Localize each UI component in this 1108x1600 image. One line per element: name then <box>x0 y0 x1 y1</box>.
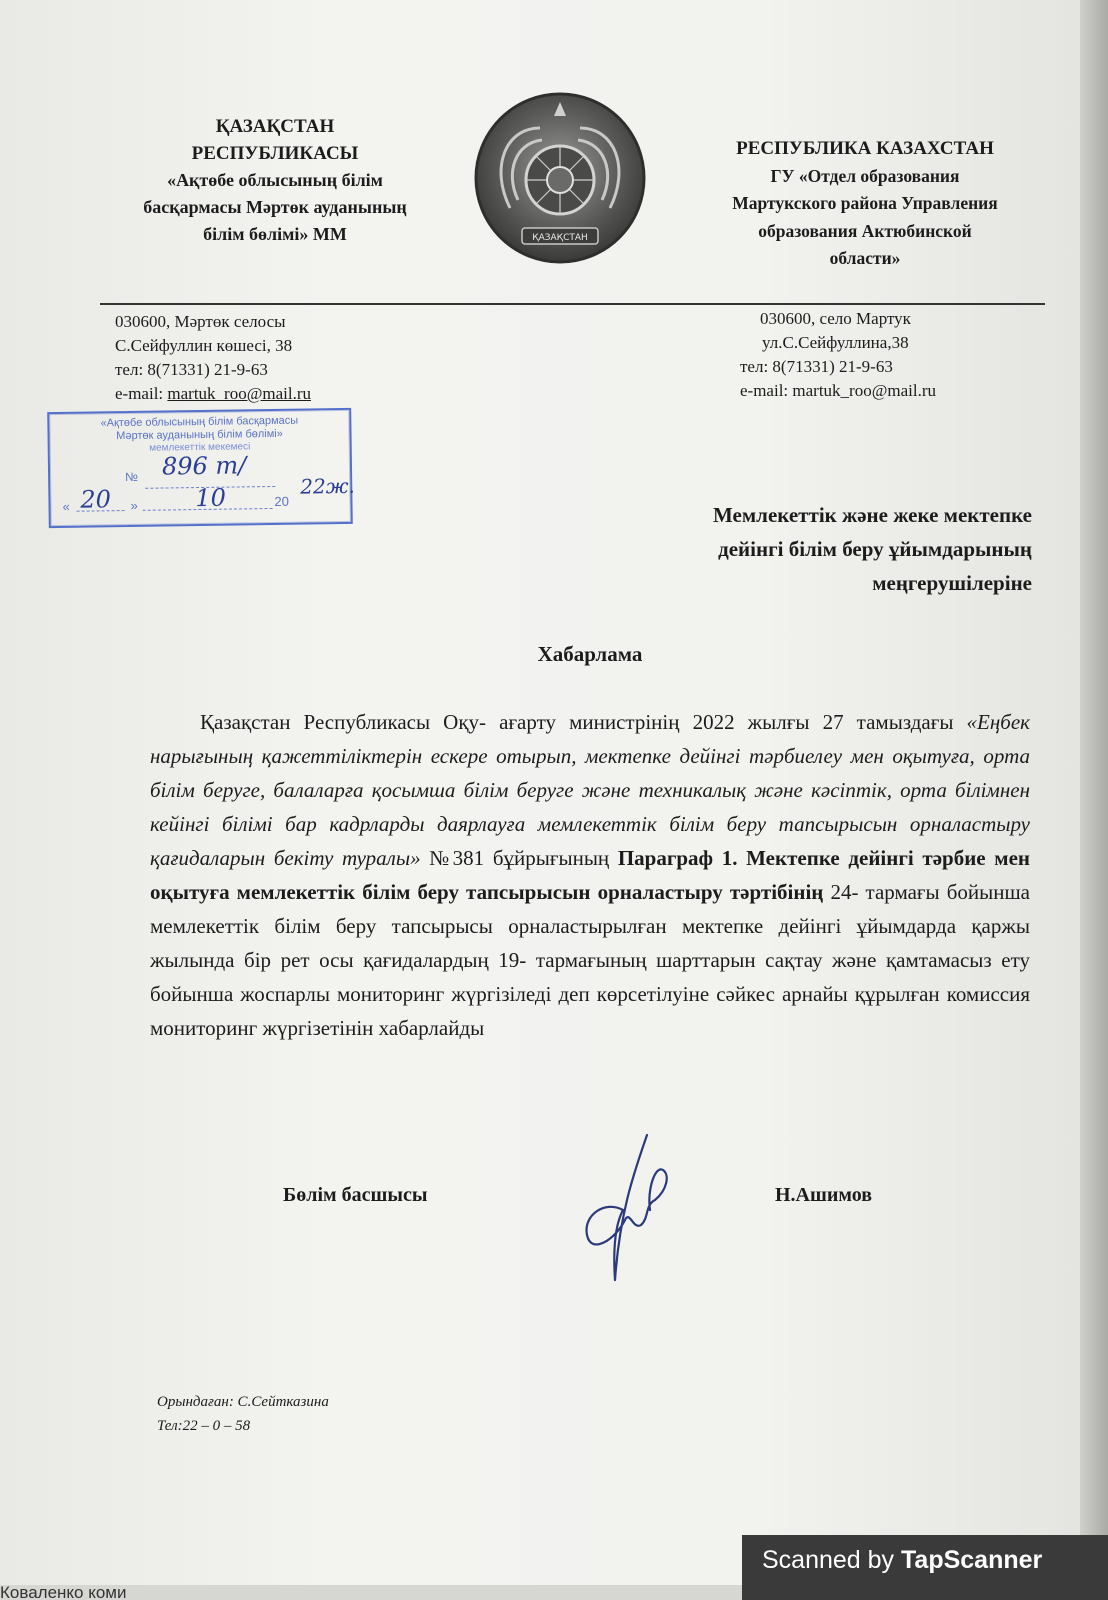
header-ru-line1: РЕСПУБЛИКА КАЗАХСТАН <box>736 138 994 159</box>
address-kz-email-link[interactable]: martuk_roo@mail.ru <box>167 384 312 403</box>
header-russian <box>680 135 1050 273</box>
executor-block <box>157 1390 329 1438</box>
stamp-quote-open: « <box>62 498 70 514</box>
scanner-watermark <box>742 1535 1108 1600</box>
header-ru-line5: области» <box>829 248 901 268</box>
header-ru-line4: образования Актюбинской <box>758 220 972 241</box>
header-ru-line3: Мартукского района Управления <box>732 193 998 213</box>
page-edge-shadow <box>1080 0 1108 1585</box>
scanner-brand: TapScanner <box>901 1546 1043 1574</box>
document-body <box>150 705 1030 1045</box>
header-kz-line2: РЕСПУБЛИКАСЫ <box>191 143 359 164</box>
address-ru-email: e-mail: martuk_roo@mail.ru <box>740 381 936 400</box>
stamp-number-label: № <box>125 469 139 485</box>
stamp-year-prefix: 20 <box>274 493 290 509</box>
address-ru-line1: 030600, село Мартук <box>760 309 911 328</box>
executor-name: Орындаған: С.Сейтказина <box>157 1394 329 1410</box>
address-russian <box>740 307 936 403</box>
stamp-line2: Мәртөк ауданының білім бөлімі» <box>116 427 283 443</box>
body-conclusion: 24- тармағы бойынша мемлекеттік білім беру тапсырысы орналастырылған мектепке дейінгі ұйымдарда қаржы жылында бір рет осы қағидалардың 19- тармағының шарттарын сақтау және қамтамасыз ету бойынша жоспарлы мониторинг жүргізіледі деп көрсетілуіне сәйкес арнайы құрылған комиссия мониторинг жүргізетінін хабарлайды <box>150 880 1030 1040</box>
addressee-block <box>560 498 1032 600</box>
header-ru-line2: ГУ «Отдел образования <box>770 165 960 186</box>
body-order-title: «Еңбек нарығының қажеттіліктерін ескере отырып, мектепке дейінгі тәрбиелеу мен оқытуға, орта білім беруге, балаларға қосымша білім беруге және техникалық және кәсіптік, орта білімнен кейінгі білімі бар кадрларды даярлауға мемлекеттік білім беру тапсырысын орналастыру қағидаларын бекіту туралы» <box>150 710 1030 870</box>
header-kazakh <box>95 113 455 248</box>
document-title: Хабарлама <box>537 642 643 666</box>
stamp-month-handwritten: 10 <box>195 483 227 513</box>
addressee-line3: меңгерушілеріне <box>872 571 1032 595</box>
addressee-line1: Мемлекеттік және жеке мектепке <box>713 503 1032 527</box>
stamp-day-handwritten: 20 <box>80 485 112 514</box>
state-emblem-icon <box>470 88 650 268</box>
address-kz-line2: С.Сейфуллин көшесі, 38 <box>115 336 293 355</box>
registration-stamp <box>47 408 353 528</box>
address-kz-line1: 030600, Мәртөк селосы <box>115 312 286 331</box>
address-kz-email-row <box>115 382 311 406</box>
stamp-line1: «Ақтөбе облысының білім басқармасы <box>100 414 299 430</box>
header-kz-line5: білім бөлімі» ММ <box>203 224 347 244</box>
stamp-line3: мемлекеттік мекемесі <box>149 441 251 454</box>
header-kz-line4: басқармасы Мәртөк ауданының <box>143 197 407 217</box>
header-divider <box>100 303 1045 305</box>
stamp-quote-close: » <box>130 497 138 513</box>
header-kz-line1: ҚАЗАҚСТАН <box>215 116 335 137</box>
body-paragraph-ref: Параграф 1. Мектепке дейінгі тәрбие мен оқытуға мемлекеттік білім беру тапсырысын орналастыру тәртібінің <box>150 846 1031 904</box>
addressee-line2: дейінгі білім беру ұйымдарының <box>718 537 1032 561</box>
address-kz-email-label: e-mail: <box>115 384 168 403</box>
body-intro: Қазақстан Республикасы Оқу- ағарту министрінің 2022 жылғы 27 тамыздағы <box>200 710 967 734</box>
header-kz-line3: «Ақтөбе облысының білім <box>167 170 383 190</box>
address-ru-phone: тел: 8(71331) 21-9-63 <box>740 357 893 376</box>
executor-phone: Тел:22 – 0 – 58 <box>157 1418 251 1434</box>
stamp-year-handwritten: 22ж. <box>300 473 355 499</box>
body-order-number: №381 бұйрығының <box>420 846 618 870</box>
signer-position: Бөлім басшысы <box>283 1184 428 1206</box>
scanner-prefix: Scanned by <box>762 1546 901 1574</box>
address-ru-line2: ул.С.Сейфуллина,38 <box>762 333 909 352</box>
address-kz-phone: тел: 8(71331) 21-9-63 <box>115 360 268 379</box>
emblem-text: ҚАЗАҚСТАН <box>532 233 588 243</box>
stamp-number-handwritten: 896 m/ <box>161 451 247 481</box>
bottom-strip-text: Коваленко коми <box>0 1585 127 1600</box>
signer-name: Н.Ашимов <box>775 1184 873 1206</box>
address-kazakh <box>115 310 311 406</box>
handwritten-signature-icon <box>575 1130 685 1290</box>
